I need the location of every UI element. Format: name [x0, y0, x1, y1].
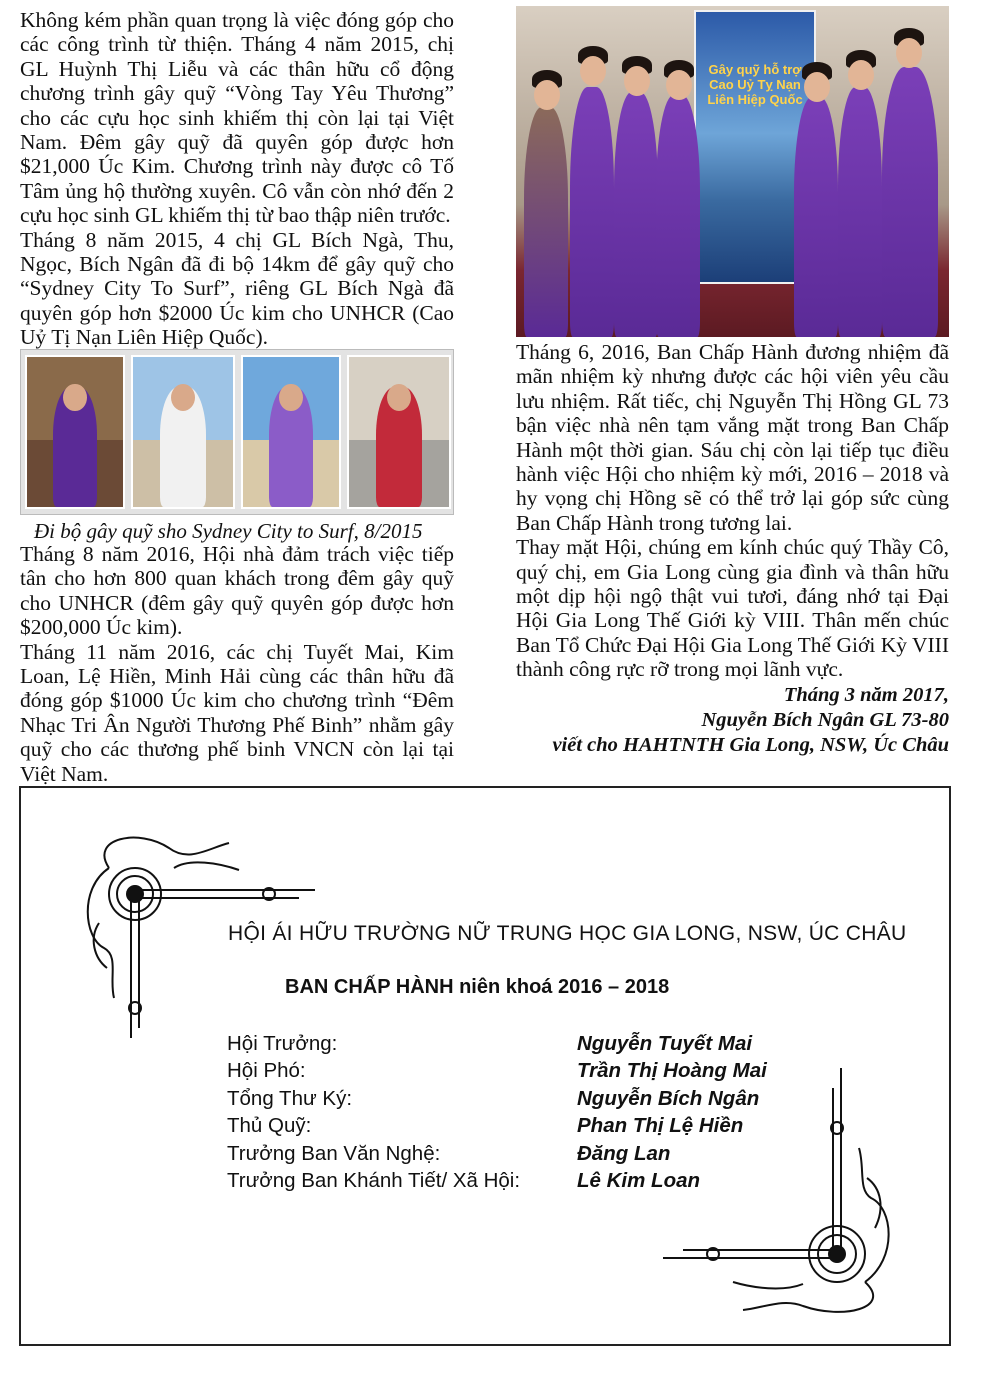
- name-secretary: Nguyễn Bích Ngân: [577, 1086, 760, 1110]
- role-vice-president: Hội Phó:: [227, 1059, 306, 1083]
- signature-date: Tháng 3 năm 2017,: [783, 684, 949, 706]
- name-president: Nguyễn Tuyết Mai: [577, 1032, 753, 1055]
- paragraph-board-term: Tháng 6, 2016, Ban Chấp Hành đương nhiệm đã mãn nhiệm kỳ nhưng được các hội viên yêu cầu lưu nhiệm. Rất tiếc, chị Nguyễn Thị Hồng GL 73 bận việc nhà nên tạm vắng mặt trong Ban Chấp Hành một thời gian. Sáu chị còn lại tiếp tục điều hành việc Hội cho nhiệm kỳ mới, 2016 – 2018 và hy vọng chị Hồng sẽ có thể trở lại góp sức cùng Ban Chấp Hành trong tương lai.: [516, 340, 949, 535]
- role-treasurer: Thủ Quỹ:: [227, 1114, 312, 1138]
- signature-written-for: viết cho HAHTNTH Gia Long, NSW, Úc Châu: [552, 734, 949, 756]
- role-secretary: Tổng Thư Ký:: [227, 1086, 353, 1110]
- name-social-head: Lê Kim Loan: [577, 1169, 701, 1193]
- board-roles: [227, 1030, 520, 1194]
- paragraph-wishes: Thay mặt Hội, chúng em kính chúc quý Thầy Cô, quý chị, em Gia Long cùng gia đình và thân hữu một dịp hội ngộ thật vui tươi, đáng nhớ tại Đại Hội Gia Long Thế Giới kỳ VIII. Thân mến chúc Ban Tổ Chức Đại Hội Gia Long Thế Giới Kỳ VIII thành công rực rỡ trong mọi lãnh vực.: [516, 535, 949, 682]
- board-names: [577, 1030, 767, 1194]
- signature-author: Nguyễn Bích Ngân GL 73-80: [701, 709, 949, 731]
- left-column-bottom: [20, 542, 454, 786]
- paragraph-city-to-surf: Tháng 8 năm 2015, 4 chị GL Bích Ngà, Thu, Ngọc, Bích Ngân đã đi bộ 14km để gây quỹ cho “Sydney City To Surf”, riêng GL Bích Ngà đã quyên góp hơn $2000 Úc kim cho UNHCR (Cao Uỷ Tị Nạn Liên Hiệp Quốc).: [20, 227, 454, 350]
- photo-walker-2: [131, 355, 235, 509]
- photo-strip-caption: Đi bộ gây quỹ sho Sydney City to Surf, 8/2015: [34, 519, 423, 543]
- city-to-surf-photo-strip: [20, 349, 454, 515]
- name-vice-president: Trần Thị Hoàng Mai: [577, 1059, 767, 1083]
- photo-walker-3: [241, 355, 341, 509]
- role-president: Hội Trưởng:: [227, 1032, 338, 1055]
- paragraph-veterans-concert: Tháng 11 năm 2016, các chị Tuyết Mai, Kim Loan, Lệ Hiền, Minh Hải cùng các thân hữu đã đóng góp $1000 Úc kim cho chương trình “Đêm Nhạc Tri Ân Người Thương Phế Binh” nhằm gây quỹ cho các thương phế binh VNCN còn lại tại Việt Nam.: [20, 639, 454, 786]
- left-column-top: [20, 8, 454, 350]
- banner-title: Gây quỹ hỗ trợ Cao Uỷ Tỵ Nạn Liên Hiệp Quốc: [707, 62, 803, 107]
- right-column: [516, 340, 949, 682]
- paragraph-unhcr-reception: Tháng 8 năm 2016, Hội nhà đảm trách việc tiếp tân cho hơn 800 quan khách trong đêm gây quỹ cho UNHCR (đêm gây quỹ quyên góp được hơn $200,000 Úc kim).: [20, 542, 454, 640]
- paragraph-charity: Không kém phần quan trọng là việc đóng góp cho các công trình từ thiện. Tháng 4 năm 2015, chị GL Huỳnh Thị Liễu và các thân hữu cổ động chương trình gây quỹ “Vòng Tay Yêu Thương” cho các cựu học sinh khiếm thị còn lại tại Việt Nam. Đêm gây quỹ đã quyên góp được hơn $21,000 Úc Kim. Chương trình này được cô Tố Tâm ủng hộ thường xuyên. Cô vẫn còn nhớ đến 2 cựu học sinh GL khiếm thị từ bao thập niên trước.: [20, 8, 454, 228]
- role-arts-head: Trưởng Ban Văn Nghệ:: [227, 1141, 441, 1165]
- board-title: BAN CHẤP HÀNH niên khoá 2016 – 2018: [285, 976, 670, 998]
- name-treasurer: Phan Thị Lệ Hiền: [577, 1114, 744, 1138]
- name-arts-head: Đăng Lan: [577, 1141, 671, 1165]
- role-social-head: Trưởng Ban Khánh Tiết/ Xã Hội:: [227, 1169, 521, 1193]
- association-title: HỘI ÁI HỮU TRƯỜNG NỮ TRUNG HỌC GIA LONG, NSW, ÚC CHÂU: [228, 922, 907, 945]
- group-photo-ao-dai: [516, 6, 949, 337]
- executive-board-box: [19, 786, 951, 1346]
- photo-walker-4: [347, 355, 451, 509]
- photo-walker-1: [25, 355, 125, 509]
